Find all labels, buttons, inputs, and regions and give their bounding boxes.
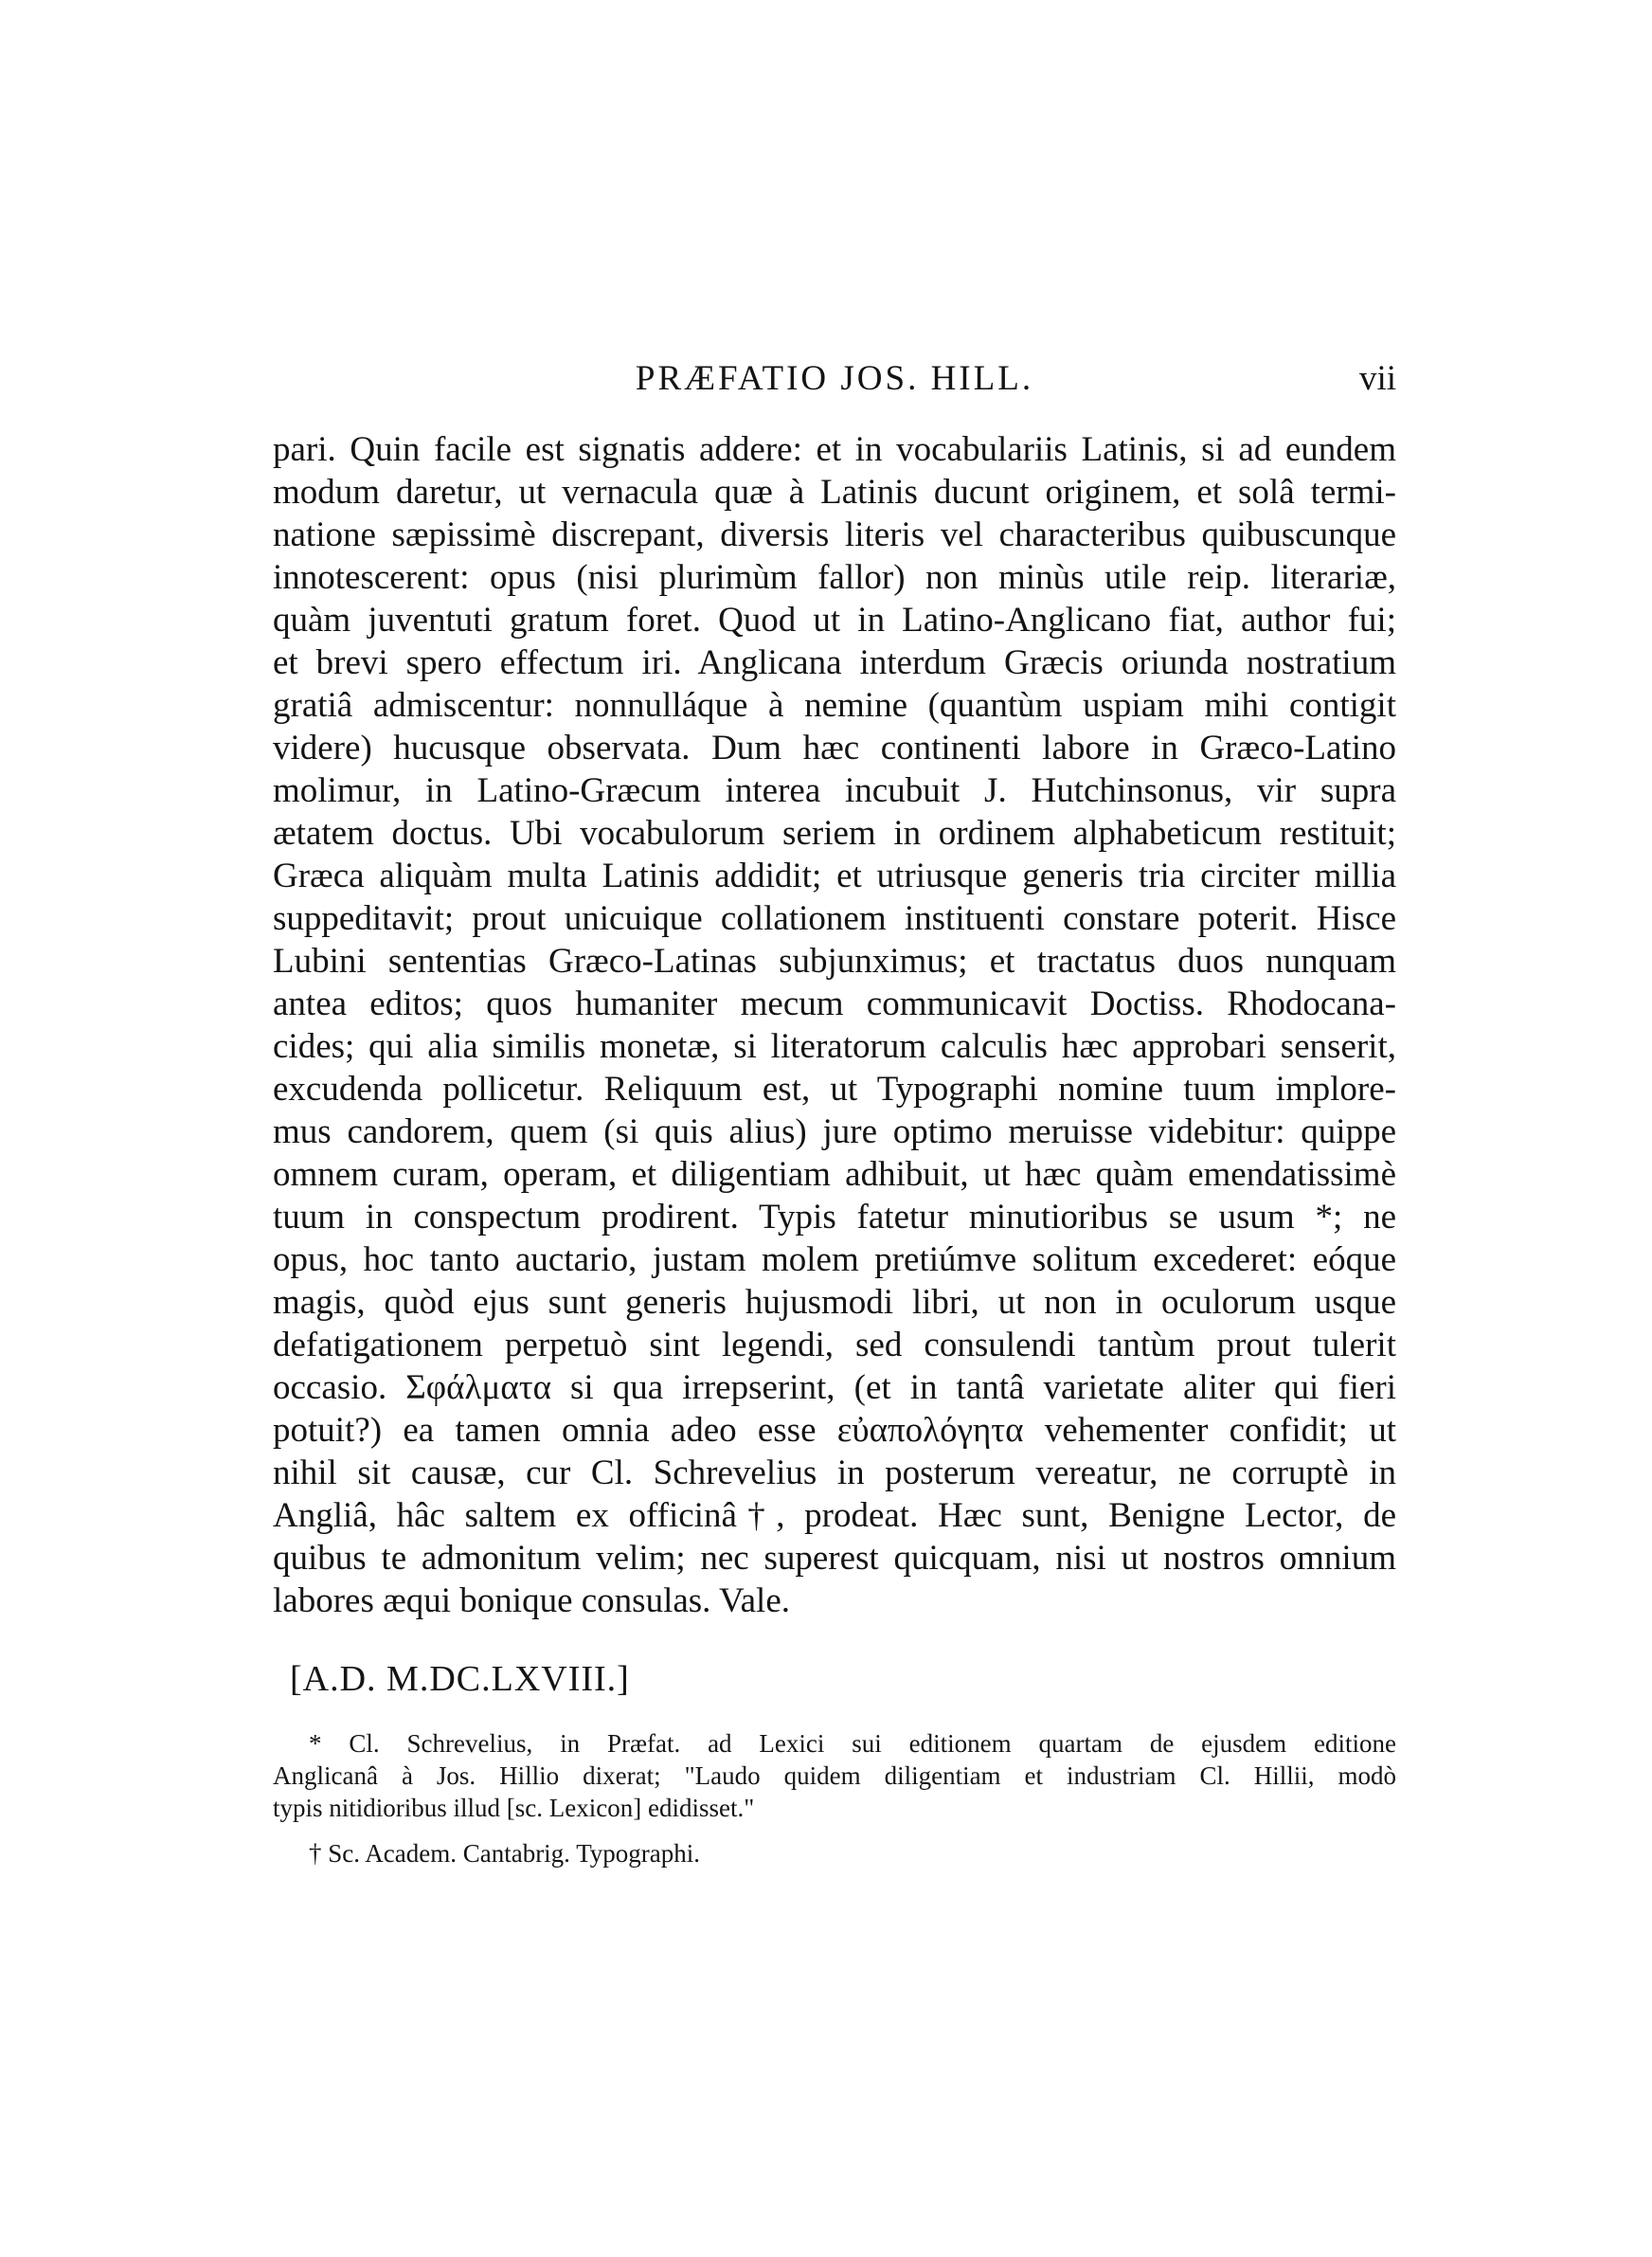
body-text	[273, 428, 1396, 1622]
text-line: potuit?) ea tamen omnia adeo esse εὐαπολόγητα vehementer confidit; ut	[273, 1411, 1396, 1450]
date-line: [A.D. M.DC.LXVIII.]	[290, 1659, 630, 1699]
footnote-line: Anglicanâ à Jos. Hillio dixerat; "Laudo quidem diligentiam et industriam Cl. Hillii, modò	[273, 1761, 1396, 1790]
running-head	[273, 358, 1396, 406]
text-line: molimur, in Latino-Græcum interea incubuit J. Hutchinsonus, vir supra	[273, 771, 1396, 810]
text-line: et brevi spero effectum iri. Anglicana interdum Græcis oriunda nostratium	[273, 643, 1396, 682]
text-line: magis, quòd ejus sunt generis hujusmodi libri, ut non in oculorum usque	[273, 1283, 1396, 1322]
text-line: Græca aliquàm multa Latinis addidit; et utriusque generis tria circiter millia	[273, 857, 1396, 895]
page-number: vii	[1358, 359, 1396, 398]
text-line: cides; qui alia similis monetæ, si literatorum calculis hæc approbari senserit,	[273, 1027, 1396, 1066]
text-line: mus candorem, quem (si quis alius) jure optimo meruisse videbitur: quippe	[273, 1112, 1396, 1151]
text-line: opus, hoc tanto auctario, justam molem pretiúmve solitum excederet: eóque	[273, 1240, 1396, 1279]
text-line: suppeditavit; prout unicuique collationem instituenti constare poterit. Hisce	[273, 899, 1396, 938]
text-line: pari. Quin facile est signatis addere: et in vocabulariis Latinis, si ad eundem	[273, 430, 1396, 469]
text-line: natione sæpissimè discrepant, diversis literis vel characteribus quibuscunque	[273, 515, 1396, 554]
text-line: labores æqui bonique consulas. Vale.	[273, 1581, 791, 1620]
footnote-line: * Cl. Schrevelius, in Præfat. ad Lexici sui editionem quartam de ejusdem editione	[309, 1729, 1396, 1758]
text-line: excudenda pollicetur. Reliquum est, ut Typographi nomine tuum implore-	[273, 1070, 1396, 1109]
text-line: omnem curam, operam, et diligentiam adhibuit, ut hæc quàm emendatissimè	[273, 1155, 1396, 1194]
text-line: quàm juventuti gratum foret. Quod ut in Latino-Anglicano fiat, author fui;	[273, 601, 1396, 640]
text-line: Lubini sententias Græco-Latinas subjunximus; et tractatus duos nunquam	[273, 942, 1396, 981]
text-line: antea editos; quos humaniter mecum communicavit Doctiss. Rhodocana-	[273, 984, 1396, 1023]
text-line: defatigationem perpetuò sint legendi, sed consulendi tantùm prout tulerit	[273, 1326, 1396, 1364]
text-line: occasio. Σφάλματα si qua irrepserint, (et in tantâ varietate aliter qui fieri	[273, 1368, 1396, 1407]
footnote-line: typis nitidioribus illud [sc. Lexicon] edidisset."	[273, 1794, 755, 1822]
text-line: ætatem doctus. Ubi vocabulorum seriem in ordinem alphabeticum restituit;	[273, 814, 1396, 853]
text-line: videre) hucusque observata. Dum hæc continenti labore in Græco-Latino	[273, 729, 1396, 767]
running-head-title: PRÆFATIO JOS. HILL.	[635, 359, 1034, 398]
footnotes	[273, 1727, 1396, 1869]
text-line: gratiâ admiscentur: nonnulláque à nemine (quantùm uspiam mihi contigit	[273, 686, 1396, 725]
text-line: nihil sit causæ, cur Cl. Schrevelius in posterum vereatur, ne corruptè in	[273, 1454, 1396, 1492]
text-line: quibus te admonitum velim; nec superest quicquam, nisi ut nostros omnium	[273, 1539, 1396, 1578]
text-line: innotescerent: opus (nisi plurimùm fallor) non minùs utile reip. literariæ,	[273, 558, 1396, 597]
text-line: modum daretur, ut vernacula quæ à Latinis ducunt originem, et solâ termi-	[273, 473, 1396, 512]
text-line: tuum in conspectum prodirent. Typis fatetur minutioribus se usum *; ne	[273, 1198, 1396, 1237]
footnote-line: † Sc. Academ. Cantabrig. Typographi.	[309, 1839, 701, 1868]
text-line: Angliâ, hâc saltem ex officinâ†, prodeat. Hæc sunt, Benigne Lector, de	[273, 1496, 1396, 1535]
